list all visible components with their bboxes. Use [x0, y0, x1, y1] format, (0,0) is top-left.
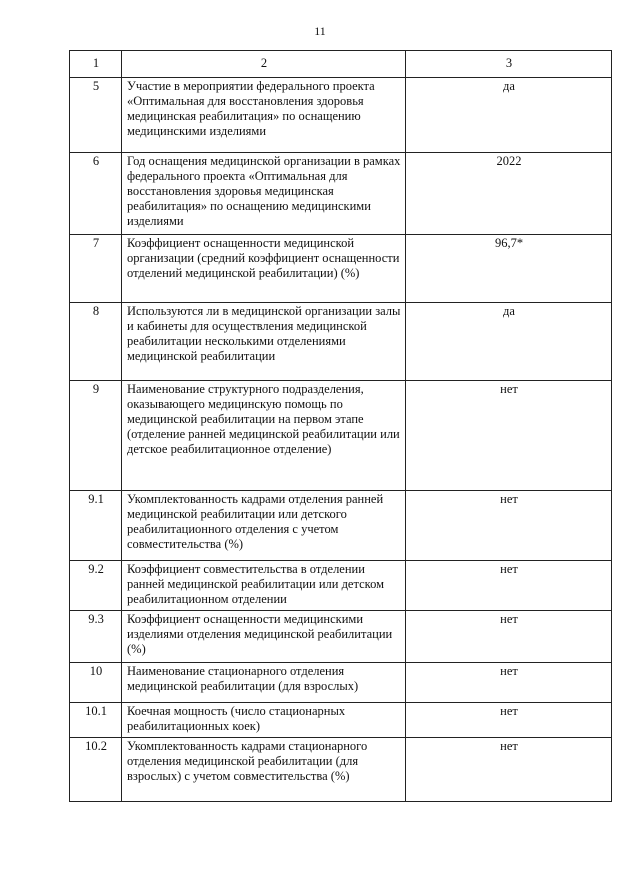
row-value-cell: 2022	[406, 153, 612, 235]
table-row	[70, 611, 612, 663]
table-row	[70, 303, 612, 381]
row-value-cell: нет	[406, 663, 612, 703]
row-description-cell: Коэффициент оснащенности медицинской организации (средний коэффициент оснащенности отделений медицинской реабилитации) (%)	[122, 235, 406, 303]
row-number-cell: 5	[70, 78, 122, 153]
row-number-cell: 10.1	[70, 703, 122, 738]
table-row	[70, 78, 612, 153]
row-description-cell: Коечная мощность (число стационарных реабилитационных коек)	[122, 703, 406, 738]
row-description-cell: Участие в мероприятии федерального проекта «Оптимальная для восстановления здоровья медицинская реабилитация» по оснащению медицинскими изделиями	[122, 78, 406, 153]
row-number-cell: 6	[70, 153, 122, 235]
row-description-cell: Коэффициент оснащенности медицинскими изделиями отделения медицинской реабилитации (%)	[122, 611, 406, 663]
table-row	[70, 561, 612, 611]
row-value-cell: нет	[406, 561, 612, 611]
row-value-cell: 96,7*	[406, 235, 612, 303]
row-number-cell: 7	[70, 235, 122, 303]
table-row	[70, 663, 612, 703]
data-table	[69, 50, 612, 802]
row-value-cell: нет	[406, 491, 612, 561]
row-description-cell: Используются ли в медицинской организации залы и кабинеты для осуществления медицинской реабилитации несколькими отделениями медицинской реабилитации	[122, 303, 406, 381]
table-header-row	[70, 51, 612, 78]
row-description-cell: Год оснащения медицинской организации в рамках федерального проекта «Оптимальная для восстановления здоровья медицинская реабилитация» по оснащению медицинскими изделиями	[122, 153, 406, 235]
row-description-cell: Коэффициент совместительства в отделении ранней медицинской реабилитации или детском реабилитационном отделении	[122, 561, 406, 611]
row-value-cell: да	[406, 78, 612, 153]
row-number-cell: 10	[70, 663, 122, 703]
row-description-cell: Укомплектованность кадрами отделения ранней медицинской реабилитации или детского реабилитационного отделения с учетом совместительства (%)	[122, 491, 406, 561]
row-value-cell: нет	[406, 381, 612, 491]
row-number-cell: 9.1	[70, 491, 122, 561]
column-header-3: 3	[406, 51, 612, 78]
table-row	[70, 381, 612, 491]
column-header-1: 1	[70, 51, 122, 78]
table-row	[70, 703, 612, 738]
row-number-cell: 8	[70, 303, 122, 381]
row-description-cell: Наименование структурного подразделения, оказывающего медицинскую помощь по медицинской реабилитации на первом этапе (отделение ранней медицинской реабилитации или детское реабилитационное отделение)	[122, 381, 406, 491]
row-number-cell: 10.2	[70, 738, 122, 802]
row-number-cell: 9.2	[70, 561, 122, 611]
table-row	[70, 738, 612, 802]
table-row	[70, 153, 612, 235]
row-description-cell: Наименование стационарного отделения медицинской реабилитации (для взрослых)	[122, 663, 406, 703]
row-value-cell: нет	[406, 611, 612, 663]
row-description-cell: Укомплектованность кадрами стационарного отделения медицинской реабилитации (для взрослых) с учетом совместительства (%)	[122, 738, 406, 802]
table-row	[70, 491, 612, 561]
row-value-cell: нет	[406, 703, 612, 738]
column-header-2: 2	[122, 51, 406, 78]
row-number-cell: 9	[70, 381, 122, 491]
table-row	[70, 235, 612, 303]
row-value-cell: да	[406, 303, 612, 381]
page-number: 11	[314, 24, 326, 38]
row-number-cell: 9.3	[70, 611, 122, 663]
row-value-cell: нет	[406, 738, 612, 802]
